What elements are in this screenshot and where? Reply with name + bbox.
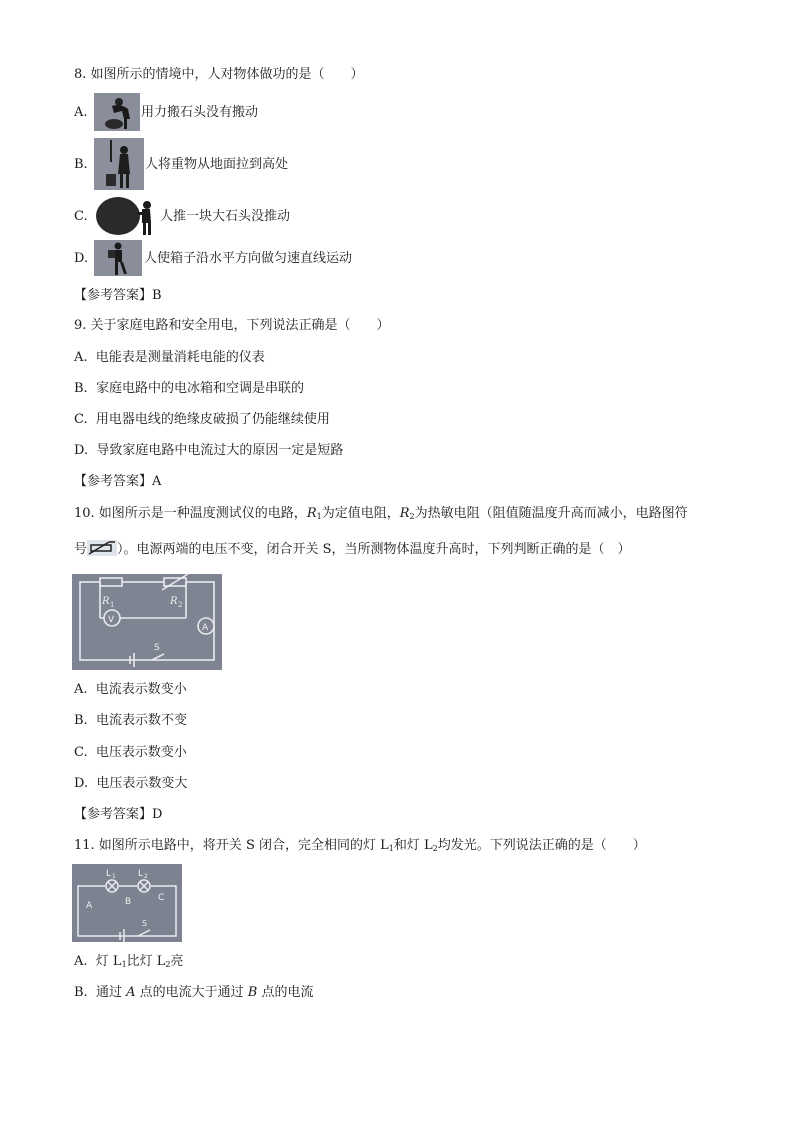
q11-circuit-diagram	[72, 864, 182, 942]
q8-option-d-text: 人使箱子沿水平方向做匀速直线运动	[144, 251, 353, 266]
q11-stem-part-c: 均发光。下列说法正确的是（ ）	[437, 838, 646, 853]
q10-option-b-label: B.	[74, 713, 88, 728]
q11-l2-subscript: 2	[432, 844, 438, 853]
q8-option-a-text: 用力搬石头没有搬动	[141, 105, 259, 120]
q11-circuit-label-switch: S	[142, 919, 148, 928]
q11-stem-part-a: 11. 如图所示电路中，将开关 S 闭合，完全相同的灯 L	[74, 838, 389, 853]
q8-option-d-label: D.	[74, 251, 89, 266]
q10-stem-part-c: 为热敏电阻（阻值随温度升高而减小，电路图符	[414, 506, 688, 521]
q10-option-d	[74, 775, 187, 793]
q10-option-c-label: C.	[74, 745, 88, 760]
q10-circuit-label-voltmeter: V	[108, 615, 115, 625]
q8-image-b	[94, 138, 144, 190]
q8-option-c-label: C.	[74, 209, 88, 224]
q9-option-c	[74, 411, 330, 429]
q10-circuit-label-r2: R	[170, 596, 178, 607]
q11-option-b-part2: 点的电流大于通过	[135, 985, 248, 1000]
q10-option-d-label: D.	[74, 776, 89, 791]
q10-option-b	[74, 712, 187, 730]
q11-option-a-sub2: 2	[165, 960, 171, 969]
q10-circuit-label-ammeter: A	[202, 623, 209, 633]
q11-option-a	[74, 953, 184, 974]
q9-option-d-text: 导致家庭电路中电流过大的原因一定是短路	[96, 443, 344, 458]
q11-circuit-label-a: A	[86, 901, 93, 911]
thermistor-symbol-icon	[87, 540, 117, 556]
q9-answer: 【参考答案】A	[74, 474, 162, 489]
person-carrying-box-icon	[94, 240, 142, 276]
q11-option-a-sub1: 1	[121, 960, 127, 969]
q9-option-b	[74, 380, 304, 398]
q10-circuit-label-switch: S	[154, 643, 160, 653]
q10-circuit-label-r1: R	[102, 596, 110, 607]
q10-stem-part-b: 为定值电阻，	[321, 506, 400, 521]
q10-circuit-label-r2-sub: 2	[178, 601, 183, 609]
q10-stem-part-e: ）。电源两端的电压不变，闭合开关 S，当所测物体温度升高时，下列判断正确的是（ ）	[117, 542, 631, 557]
q11-circuit-label-l1-sub: 1	[112, 873, 116, 880]
person-pulling-weight-icon	[94, 138, 144, 190]
q11-option-b-point-b: B	[247, 985, 258, 1000]
q8-option-b-text: 人将重物从地面拉到高处	[145, 157, 289, 172]
q10-option-a	[74, 681, 187, 699]
q11-circuit-label-c: C	[158, 893, 165, 903]
q9-option-b-label: B.	[74, 381, 88, 396]
q9-option-d	[74, 442, 343, 460]
q10-answer: 【参考答案】D	[74, 807, 163, 822]
q11-circuit-label-b: B	[125, 897, 132, 907]
q11-stem	[74, 837, 646, 858]
q11-option-a-part1: 灯 L	[95, 954, 122, 969]
q10-stem-part-d: 号	[74, 542, 88, 557]
q9-option-a-label: A.	[74, 350, 88, 365]
q8-answer: 【参考答案】B	[74, 288, 162, 303]
q10-option-a-text: 电流表示数变小	[95, 682, 187, 697]
q10-r1-symbol: R	[306, 506, 317, 521]
q9-option-d-label: D.	[74, 443, 89, 458]
q10-circuit-label-r1-sub: 1	[110, 601, 115, 609]
q9-option-b-text: 家庭电路中的电冰箱和空调是串联的	[95, 381, 304, 396]
q11-circuit-label-l1: L	[106, 869, 112, 879]
q9-option-a	[74, 349, 265, 367]
q9-option-c-text: 用电器电线的绝缘皮破损了仍能继续使用	[95, 412, 330, 427]
q10-r1-subscript: 1	[316, 512, 322, 521]
q10-r2-symbol: R	[399, 506, 410, 521]
q11-l1-subscript: 1	[388, 844, 394, 853]
person-lifting-stone-icon	[94, 93, 140, 131]
q8-option-b-label: B.	[74, 157, 88, 172]
q10-circuit-diagram	[72, 574, 222, 670]
q11-option-a-part3: 亮	[170, 954, 184, 969]
q11-option-b-part3: 点的电流	[257, 985, 314, 1000]
q8-stem: 8. 如图所示的情境中，人对物体做功的是（ ）	[74, 67, 364, 82]
q10-stem-line2	[74, 540, 631, 559]
q9-stem: 9. 关于家庭电路和安全用电，下列说法正确是（ ）	[74, 318, 390, 333]
q10-option-d-text: 电压表示数变大	[96, 776, 188, 791]
q8-image-c	[94, 196, 158, 236]
q11-option-b-point-a: A	[126, 985, 136, 1000]
q10-option-b-text: 电流表示数不变	[95, 713, 187, 728]
q11-stem-part-b: 和灯 L	[393, 838, 433, 853]
q8-image-d	[94, 240, 142, 276]
q8-option-c-text: 人推一块大石头没推动	[160, 209, 291, 224]
q10-stem-part-a: 10. 如图所示是一种温度测试仪的电路，	[74, 506, 307, 521]
q10-option-a-label: A.	[74, 682, 88, 697]
q10-option-c	[74, 744, 187, 762]
q11-option-a-part2: 比灯 L	[126, 954, 166, 969]
q8-option-a-label: A.	[74, 105, 88, 120]
q10-stem-line1	[74, 505, 688, 526]
q11-option-b-label: B.	[74, 985, 88, 1000]
q11-option-a-label: A.	[74, 954, 88, 969]
q10-option-c-text: 电压表示数变小	[95, 745, 187, 760]
q11-circuit-label-l2-sub: 2	[144, 873, 148, 880]
person-pushing-boulder-icon	[94, 196, 158, 236]
q11-option-b-part1: 通过	[95, 985, 127, 1000]
q9-option-a-text: 电能表是测量消耗电能的仪表	[95, 350, 265, 365]
q8-image-a	[94, 93, 140, 131]
q9-option-c-label: C.	[74, 412, 88, 427]
q10-r2-subscript: 2	[409, 512, 415, 521]
q11-circuit-label-l2: L	[138, 869, 144, 879]
q11-option-b	[74, 984, 313, 1002]
